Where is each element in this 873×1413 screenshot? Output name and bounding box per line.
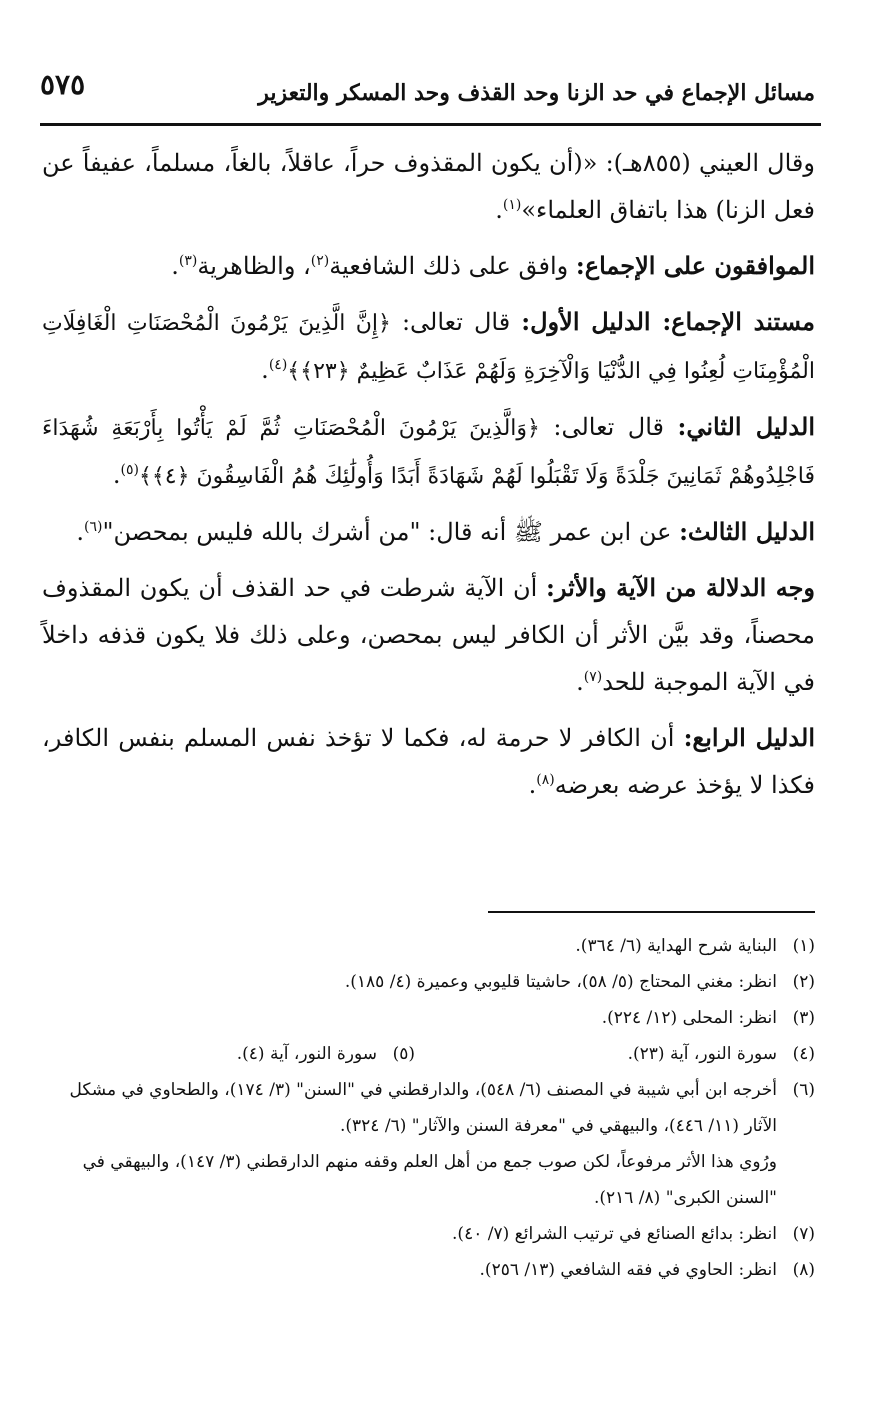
footnote-3 (42, 1000, 815, 1036)
paragraph-third-evidence (42, 508, 815, 556)
footnote-text: سورة النور، آية (٢٣). (627, 1044, 777, 1064)
running-header (40, 66, 815, 122)
footnotes (42, 928, 815, 1288)
header-rule (40, 123, 821, 126)
fourth-evidence-end: . (528, 771, 537, 799)
second-evidence-end: . (112, 461, 121, 489)
footnote-ref-2[interactable]: (٢) (310, 253, 330, 269)
quran-verse-an-nur-23: ﴿إِنَّ الَّذِينَ يَرْمُونَ الْمُحْصَنَاتِ الْغَافِلَاتِ الْمُؤْمِنَاتِ لُعِنُوا فِي الدُّنْيَا وَالْآخِرَةِ وَلَهُمْ عَذَابٌ عَظِيمٌ ﴿٢٣﴾﴾ (42, 311, 815, 384)
second-evidence-label: الدليل الثاني: (677, 412, 816, 441)
footnote-number: (٥) (392, 1044, 415, 1064)
footnote-ref-5[interactable]: (٥) (120, 462, 140, 478)
fourth-evidence-label: الدليل الرابع: (683, 723, 815, 752)
agreeing-end: . (171, 252, 179, 280)
aini-quote-end: . (495, 196, 503, 224)
footnote-ref-1[interactable]: (١) (502, 197, 522, 213)
paragraph-indication (42, 564, 815, 706)
page-number: ٥٧٥ (40, 68, 86, 101)
third-evidence-text: عن ابن عمر ﷺ أنه قال: "من أشرك بالله فليس بمحصن" (102, 518, 672, 546)
paragraph-first-evidence (42, 298, 815, 395)
third-evidence-end: . (76, 518, 84, 546)
footnote-2 (42, 964, 815, 1000)
paragraph-agreeing-scholars (42, 242, 815, 290)
footnote-ref-8[interactable]: (٨) (536, 772, 555, 788)
paragraph-fourth-evidence (42, 714, 815, 809)
fourth-evidence-text: أن الكافر لا حرمة له، فكما لا تؤخذ نفس المسلم بنفس الكافر، فكذا لا يؤخذ عرضه بعرضه (42, 724, 815, 799)
footnote-text: انظر: بدائع الصنائع في ترتيب الشرائع (٧/ ٤٠). (452, 1224, 777, 1244)
first-evidence-label: مستند الإجماع: الدليل الأول: (521, 307, 815, 336)
second-evidence-intro: قال تعالى: (553, 413, 664, 441)
main-text (42, 140, 815, 817)
footnote-text: البناية شرح الهداية (٦/ ٣٦٤). (575, 936, 777, 956)
footnote-number: (٣) (792, 1008, 815, 1028)
footnote-rule (488, 911, 815, 913)
paragraph-aini-quote (42, 140, 815, 234)
footnote-4 (628, 1036, 815, 1072)
footnote-text: انظر: المحلى (١٢/ ٢٢٤). (601, 1008, 777, 1028)
agreeing-label: الموافقون على الإجماع: (575, 251, 815, 280)
first-evidence-end: . (261, 356, 269, 384)
footnote-1 (42, 928, 815, 964)
footnote-text: انظر: الحاوي في فقه الشافعي (١٣/ ٢٥٦). (479, 1260, 777, 1280)
footnote-ref-7[interactable]: (٧) (583, 669, 603, 685)
agreeing-text: وافق على ذلك الشافعية (329, 252, 569, 280)
footnote-ref-3[interactable]: (٣) (178, 253, 198, 269)
indication-label: وجه الدلالة من الآية والأثر: (545, 573, 815, 602)
footnote-ref-4[interactable]: (٤) (268, 357, 288, 373)
aini-quote-text: وقال العيني (٨٥٥هـ): «(أن يكون المقذوف حراً، عاقلاً، بالغاً، مسلماً، عفيفاً عن فعل الزنا) هذا باتفاق العلماء» (42, 149, 815, 224)
footnote-text: انظر: مغني المحتاج (٥/ ٥٨)، حاشيتا قليوبي وعميرة (٤/ ١٨٥). (344, 972, 777, 992)
footnote-pair-4-5 (42, 1036, 815, 1072)
footnote-number: (٦) (792, 1080, 815, 1100)
quran-verse-an-nur-4: ﴿وَالَّذِينَ يَرْمُونَ الْمُحْصَنَاتِ ثُمَّ لَمْ يَأْتُوا بِأَرْبَعَةِ شُهَدَاءَ فَاجْلِدُوهُمْ ثَمَانِينَ جَلْدَةً وَلَا تَقْبَلُوا لَهُمْ شَهَادَةً أَبَدًا وَأُولَٰئِكَ هُمُ الْفَاسِقُونَ ﴿٤﴾﴾ (42, 416, 815, 489)
footnote-5 (237, 1036, 415, 1072)
first-evidence-intro: قال تعالى: (401, 308, 511, 336)
footnote-number: (٧) (792, 1224, 815, 1244)
footnote-number: (٢) (792, 972, 815, 992)
third-evidence-label: الدليل الثالث: (679, 517, 815, 546)
footnote-text: سورة النور، آية (٤). (236, 1044, 377, 1064)
footnote-number: (٨) (792, 1260, 815, 1280)
agreeing-text-2: ، والظاهرية (197, 252, 311, 280)
indication-text: أن الآية شرطت في حد القذف أن يكون المقذوف محصناً، وقد بيَّن الأثر أن الكافر ليس بمحصن، وعلى ذلك فلا يكون قذفه داخلاً في الآية الموجبة للحد (42, 574, 815, 696)
paragraph-second-evidence (42, 403, 815, 500)
header-title: مسائل الإجماع في حد الزنا وحد القذف وحد المسكر والتعزير (258, 80, 815, 106)
footnote-8 (42, 1252, 815, 1288)
indication-end: . (576, 668, 584, 696)
footnote-text: أخرجه ابن أبي شيبة في المصنف (٦/ ٥٤٨)، والدارقطني في "السنن" (٣/ ١٧٤)، والطحاوي في مشكل الآثار (١١/ ٤٤٦)، والبيهقي في "معرفة السنن والآثار" (٦/ ٣٢٤). (69, 1080, 777, 1136)
footnote-6 (42, 1072, 815, 1216)
footnote-number: (١) (792, 936, 815, 956)
footnote-ref-6[interactable]: (٦) (83, 519, 103, 535)
footnote-text-continued: ورُوي هذا الأثر مرفوعاً، لكن صوب جمع من أهل العلم وقفه منهم الدارقطني (٣/ ١٤٧)، والبيهقي في "السنن الكبرى" (٨/ ٢١٦). (82, 1152, 777, 1208)
footnote-7 (42, 1216, 815, 1252)
footnote-number: (٤) (792, 1044, 815, 1064)
